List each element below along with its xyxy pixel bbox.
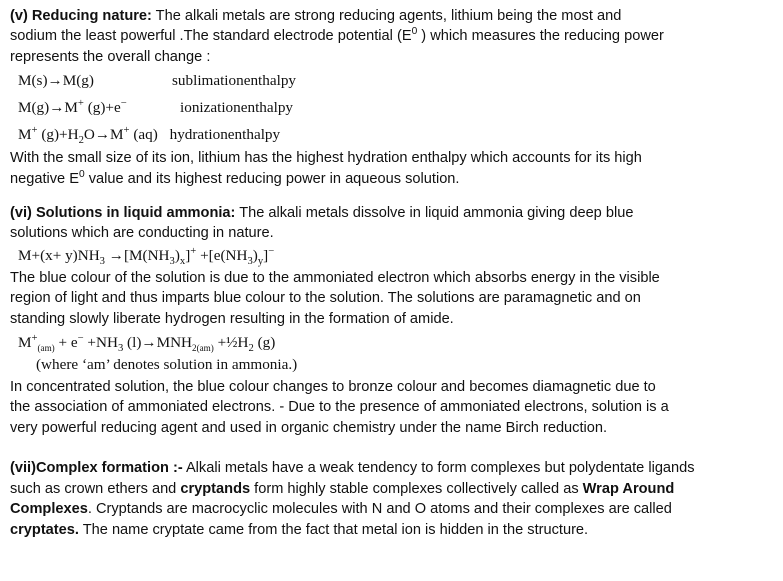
term-wrap-around-complexes: Wrap Around Complexes	[10, 480, 675, 518]
equation-ammonia-dissolution: $M+(x+ y)NH_3 \to[M(NH_3)_x]^+ +[e(NH_3)_y]^-$	[18, 245, 275, 267]
section-v-heading: (v) Reducing nature:	[10, 8, 152, 24]
section-vii-body: (vii)Complex formation :- Alkali metals have a weak tendency to form complexes but polydentate ligands such as crown ethers and cryptands form highly stable complexes collectively called as Wrap Around Complexes. Cryptands are macrocyclic molecules with N and O atoms and their complexes are called cryptates. The name cryptate came from the fact that metal ion is hidden in the structure.	[10, 460, 695, 538]
equation-hydration: M+ $(g)+H_2O\to M^+$ (aq) hydrationenthalpy	[18, 125, 281, 147]
section-vi-heading: (vi) Solutions in liquid ammonia:	[10, 205, 236, 222]
term-cryptands: cryptands	[180, 480, 251, 497]
section-v-intro: (v) Reducing nature: The alkali metals are strong reducing agents, lithium being the most and sodium the least powerful .The standard electrode potential ($E^0$ ) which measures the reducing power represents the overall change :	[10, 8, 664, 65]
section-vi-intro: (vi) Solutions in liquid ammonia: The alkali metals dissolve in liquid ammonia giving deep blue solutions which are conducting in nature.	[10, 205, 634, 242]
section-v-conclusion: With the small size of its ion, lithium has the highest hydration enthalpy which accounts for its high negative $E^0$ value and its highest reducing power in aqueous solution.	[10, 150, 642, 187]
ammonia-note: (where ‘am’ denotes solution in ammonia.)	[36, 356, 298, 374]
section-vi-para2: In concentrated solution, the blue colour changes to bronze colour and becomes diamagnetic due to the association of ammoniated electrons. - Due to the presence of ammoniated electrons, solution is a very powerful reducing agent and used in organic chemistry under the name Birch reduction.	[10, 379, 669, 436]
equation-ionization: M(g)→M+ (g)+e− ionizationenthalpy	[10, 94, 780, 121]
document-page	[10, 6, 780, 540]
label-ionization: ionizationenthalpy	[180, 99, 294, 117]
section-vii-heading: (vii)Complex formation :-	[10, 460, 183, 477]
section-vi-para1: The blue colour of the solution is due to the ammoniated electron which absorbs energy in the visible region of light and thus imparts blue colour to the solution. The solutions are paramagnetic and on standing slowly liberate hydrogen resulting in the formation of amide.	[10, 269, 660, 327]
equation-sublimation: M(s)→M(g) sublimationenthalpy	[10, 67, 780, 94]
equation-amide-formation: $M^+_{(am)} + e^- +NH_3$ $(l)\to MNH_{2(am)}$ $+\frac{1}{2}H_2$ (g)	[18, 333, 276, 355]
label-hydration: hydrationenthalpy	[169, 126, 281, 144]
term-cryptates: cryptates.	[10, 521, 79, 538]
label-sublimation: sublimationenthalpy	[172, 72, 297, 90]
